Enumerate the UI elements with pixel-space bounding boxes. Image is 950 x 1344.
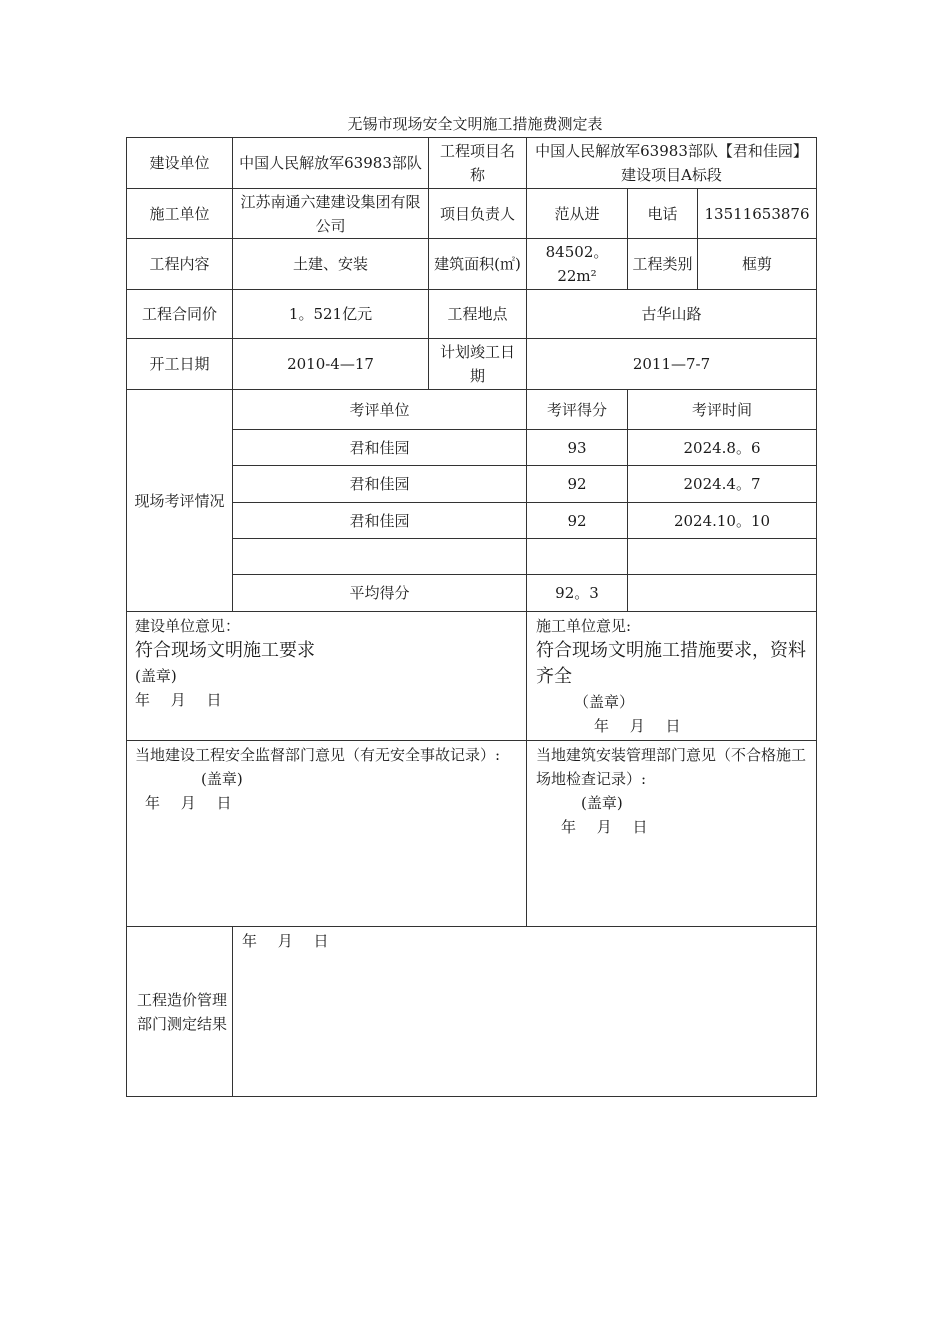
cost-result-date-line: 年 月 日: [242, 932, 329, 950]
label-phone: 电话: [628, 189, 698, 239]
label-cost-result: 工程造价管理部门测定结果: [127, 927, 233, 1097]
label-location: 工程地点: [429, 290, 527, 339]
label-project-name: 工程项目名称: [429, 138, 527, 189]
eval-unit-cell: 君和佳园: [233, 466, 527, 503]
safety-dept-opinion-title: 当地建设工程安全监督部门意见（有无安全事故记录）:: [135, 746, 501, 764]
contractor-seal: （盖章）: [574, 693, 635, 711]
value-project-manager: 范从进: [527, 189, 628, 239]
header-eval-unit: 考评单位: [233, 390, 527, 430]
owner-seal: (盖章): [135, 667, 177, 685]
label-contract-price: 工程合同价: [127, 290, 233, 339]
eval-time-cell: 2024.4。7: [628, 466, 817, 503]
owner-opinion-text: 符合现场文明施工要求: [135, 640, 315, 661]
eval-time-cell: 2024.8。6: [628, 430, 817, 466]
value-phone: 13511653876: [698, 189, 817, 239]
value-average-score: 92。3: [527, 575, 628, 612]
value-building-area: 84502。22m²: [527, 239, 628, 290]
label-project-type: 工程类别: [628, 239, 698, 290]
evaluation-form-table: [126, 137, 817, 1097]
contractor-opinion-cell: [527, 612, 817, 741]
owner-opinion-cell: [127, 612, 527, 741]
value-construction-unit: 中国人民解放军63983部队: [233, 138, 429, 189]
install-dept-opinion-cell: [527, 741, 817, 927]
eval-unit-cell: 君和佳园: [233, 503, 527, 539]
page-title: 无锡市现场安全文明施工措施费测定表: [347, 115, 603, 133]
value-project-name: 中国人民解放军63983部队【君和佳园】建设项目A标段: [527, 138, 817, 189]
eval-time-cell: [628, 539, 817, 575]
eval-unit-cell: [233, 539, 527, 575]
label-building-area: 建筑面积(㎡): [429, 239, 527, 290]
contractor-opinion-title: 施工单位意见:: [536, 617, 632, 635]
install-dept-seal: (盖章): [581, 794, 623, 812]
safety-dept-date-line: 年 月 日: [145, 794, 232, 812]
eval-score-cell: [527, 539, 628, 575]
safety-dept-opinion-cell: [127, 741, 527, 927]
label-contractor: 施工单位: [127, 189, 233, 239]
eval-unit-cell: 君和佳园: [233, 430, 527, 466]
average-time-empty: [628, 575, 817, 612]
eval-score-cell: 93: [527, 430, 628, 466]
value-location: 古华山路: [527, 290, 817, 339]
contractor-opinion-text: 符合现场文明施工措施要求，资料齐全: [536, 640, 806, 687]
value-work-content: 土建、安装: [233, 239, 429, 290]
label-construction-unit: 建设单位: [127, 138, 233, 189]
install-dept-date-line: 年 月 日: [561, 818, 648, 836]
eval-score-cell: 92: [527, 466, 628, 503]
header-eval-score: 考评得分: [527, 390, 628, 430]
label-site-evaluation: 现场考评情况: [127, 390, 233, 612]
cost-result-cell: [233, 927, 817, 1097]
value-planned-completion: 2011—7-7: [527, 339, 817, 390]
value-contractor: 江苏南通六建建设集团有限公司: [233, 189, 429, 239]
value-start-date: 2010-4—17: [233, 339, 429, 390]
value-project-type: 框剪: [698, 239, 817, 290]
eval-score-cell: 92: [527, 503, 628, 539]
label-start-date: 开工日期: [127, 339, 233, 390]
contractor-date-line: 年 月 日: [594, 717, 681, 735]
header-eval-time: 考评时间: [628, 390, 817, 430]
eval-time-cell: 2024.10。10: [628, 503, 817, 539]
install-dept-opinion-title: 当地建筑安装管理部门意见（不合格施工场地检查记录）:: [536, 746, 807, 788]
value-contract-price: 1。521亿元: [233, 290, 429, 339]
owner-date-line: 年 月 日: [135, 691, 222, 709]
label-average-score: 平均得分: [233, 575, 527, 612]
label-work-content: 工程内容: [127, 239, 233, 290]
label-planned-completion: 计划竣工日期: [429, 339, 527, 390]
safety-dept-seal: (盖章): [201, 770, 243, 788]
label-project-manager: 项目负责人: [429, 189, 527, 239]
owner-opinion-title: 建设单位意见：: [135, 617, 241, 635]
